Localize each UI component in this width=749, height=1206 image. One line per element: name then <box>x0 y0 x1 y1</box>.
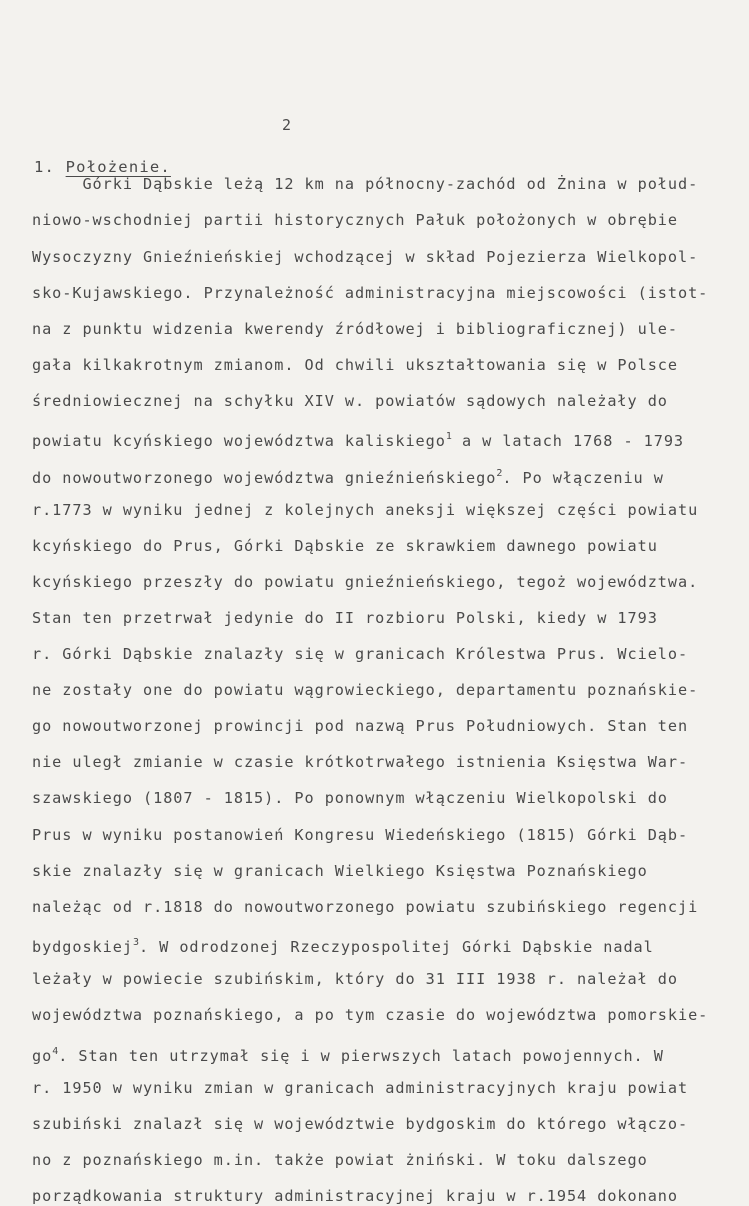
text-line <box>32 247 698 267</box>
text-line <box>32 1114 688 1134</box>
line-text: Wysoczyzny Gnieźnieńskiej wchodzącej w skład Pojezierza Wielkopol- <box>32 248 699 266</box>
line-text: porządkowania struktury administracyjnej kraju w r.1954 dokonano <box>32 1187 678 1205</box>
text-line <box>32 825 688 845</box>
text-line <box>32 319 678 339</box>
text-line <box>32 1186 678 1206</box>
line-text: Prus w wyniku postanowień Kongresu Wiedeńskiego (1815) Górki Dąb- <box>32 826 689 844</box>
footnote-marker: 2 <box>496 468 503 479</box>
section-title: Położenie. <box>65 158 171 176</box>
line-text: go <box>32 1047 53 1065</box>
line-text: Górki Dąbskie leżą 12 km na północny-zachód od Żnina w połud- <box>32 175 699 193</box>
line-text-continued: . Stan ten utrzymał się i w pierwszych latach powojennych. W <box>58 1047 664 1065</box>
text-line <box>32 1042 664 1066</box>
line-text: szubiński znalazł się w województwie bydgoskim do którego włączo- <box>32 1115 689 1133</box>
line-text: kcyńskiego do Prus, Górki Dąbskie ze skrawkiem dawnego powiatu <box>32 537 658 555</box>
line-text: kcyńskiego przeszły do powiatu gnieźnieńskiego, tegoż województwa. <box>32 573 699 591</box>
text-line <box>32 464 664 488</box>
line-text: r. 1950 w wyniku zmian w granicach administracyjnych kraju powiat <box>32 1079 689 1097</box>
line-text: szawskiego (1807 - 1815). Po ponownym włączeniu Wielkopolski do <box>32 789 668 807</box>
line-text: go nowoutworzonej prowincji pod nazwą Prus Południowych. Stan ten <box>32 717 689 735</box>
footnote-marker: 3 <box>132 937 139 948</box>
text-line <box>32 210 678 230</box>
line-text: leżały w powiecie szubińskim, który do 31 III 1938 r. należał do <box>32 970 678 988</box>
line-text-continued: . Po włączeniu w <box>502 469 664 487</box>
line-text: do nowoutworzonego województwa gnieźnieńskiego <box>32 469 497 487</box>
text-line <box>32 1005 708 1025</box>
text-line <box>32 536 658 556</box>
text-line <box>32 391 668 411</box>
line-text: r. Górki Dąbskie znalazły się w granicach Królestwa Prus. Wcielo- <box>32 645 689 663</box>
line-text: no z poznańskiego m.in. także powiat żniński. W toku dalszego <box>32 1151 648 1169</box>
section-number: 1. <box>34 158 56 176</box>
text-line <box>32 752 688 772</box>
text-line <box>32 716 688 736</box>
line-text-continued: a w latach 1768 - 1793 <box>451 432 685 450</box>
line-text: r.1773 w wyniku jednej z kolejnych aneksji większej części powiatu <box>32 501 699 519</box>
text-line <box>32 788 668 808</box>
footnote-marker: 4 <box>52 1046 59 1057</box>
text-line <box>32 897 698 917</box>
text-line <box>32 572 698 592</box>
line-text-continued: . W odrodzonej Rzeczypospolitej Górki Dąbskie nadal <box>138 938 654 956</box>
text-line <box>32 861 648 881</box>
line-text: niowo-wschodniej partii historycznych Pałuk położonych w obrębie <box>32 211 678 229</box>
line-text: bydgoskiej <box>32 938 133 956</box>
line-text: skie znalazły się w granicach Wielkiego Księstwa Poznańskiego <box>32 862 648 880</box>
line-text: na z punktu widzenia kwerendy źródłowej i bibliograficznej) ule- <box>32 320 678 338</box>
line-text: średniowiecznej na schyłku XIV w. powiatów sądowych należały do <box>32 392 668 410</box>
page-number: 2 <box>282 116 293 134</box>
text-line <box>32 174 698 194</box>
text-line <box>32 680 698 700</box>
line-text: gała kilkakrotnym zmianom. Od chwili ukształtowania się w Polsce <box>32 356 678 374</box>
line-text: ne zostały one do powiatu wągrowieckiego, departamentu poznańskie- <box>32 681 699 699</box>
line-text: Stan ten przetrwał jedynie do II rozbioru Polski, kiedy w 1793 <box>32 609 658 627</box>
text-line <box>32 427 684 451</box>
line-text: województwa poznańskiego, a po tym czasie do województwa pomorskie- <box>32 1006 709 1024</box>
text-line <box>32 500 698 520</box>
text-line <box>32 933 654 957</box>
line-text: sko-Kujawskiego. Przynależność administracyjna miejscowości (istot- <box>32 284 709 302</box>
text-line <box>32 283 708 303</box>
line-text: powiatu kcyńskiego województwa kaliskiego <box>32 432 446 450</box>
text-line <box>32 969 678 989</box>
text-line <box>32 608 658 628</box>
footnote-marker: 1 <box>445 431 452 442</box>
line-text: nie uległ zmianie w czasie krótkotrwałego istnienia Księstwa War- <box>32 753 689 771</box>
text-line <box>32 1078 688 1098</box>
text-line <box>32 644 688 664</box>
text-line <box>32 1150 648 1170</box>
line-text: należąc od r.1818 do nowoutworzonego powiatu szubińskiego regencji <box>32 898 699 916</box>
text-line <box>32 355 678 375</box>
